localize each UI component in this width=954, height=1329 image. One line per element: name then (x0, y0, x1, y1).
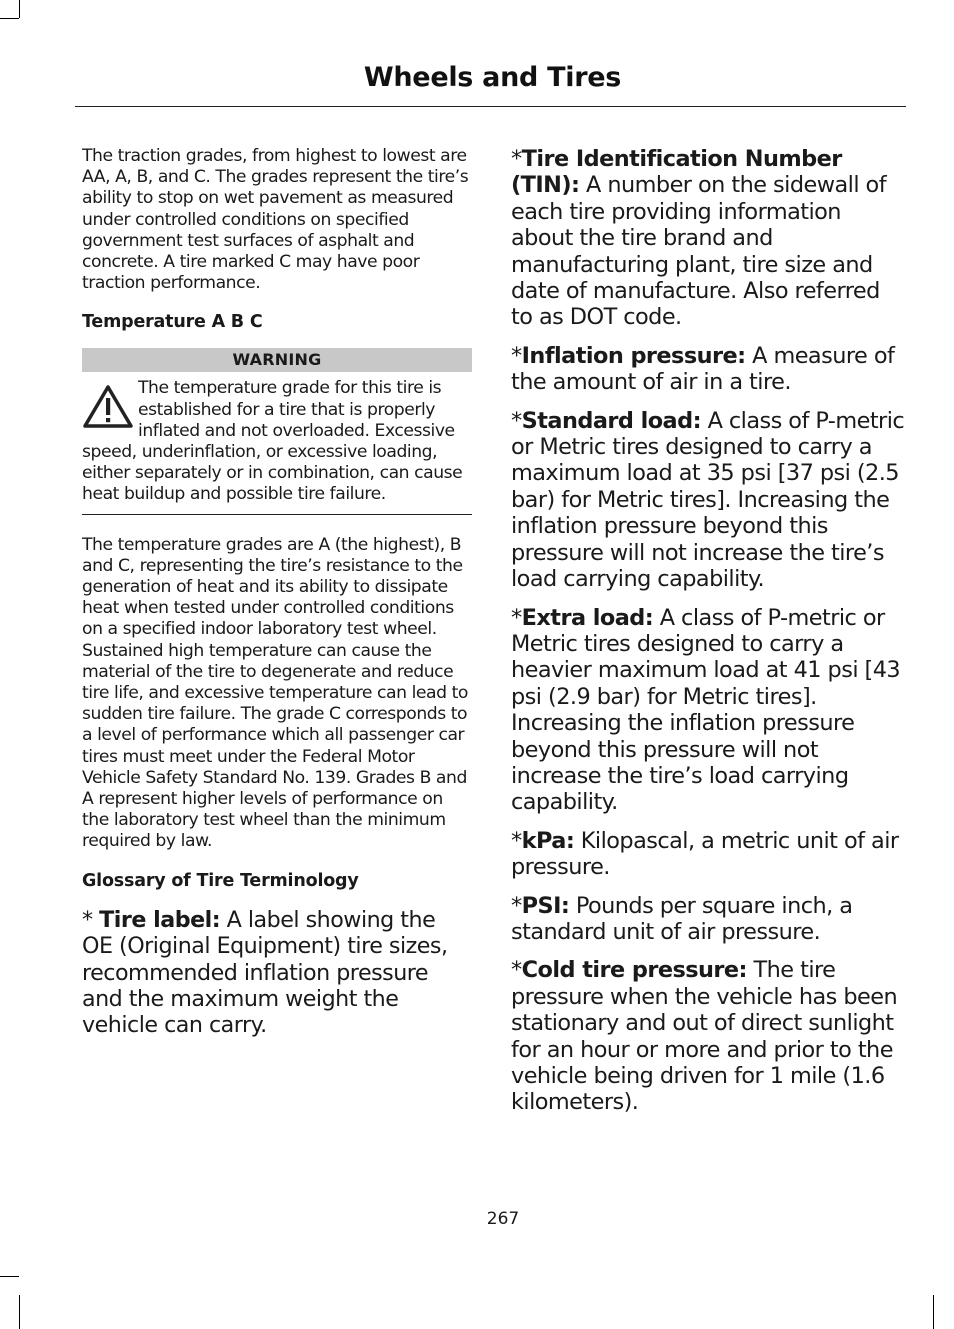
warning-text: The temperature grade for this tire is established for a tire that is properly inflated and not overloaded. Excessive speed, underinflation, or excessive loading, either separately or in combination, can cause heat buildup and possible tire failure. (82, 378, 463, 505)
glossary-entry-tin (511, 146, 906, 331)
glossary-heading: Glossary of Tire Terminology (82, 870, 359, 891)
entry-text: The tire pressure when the vehicle has been stationary and out of direct sunlight for an hour or more and prior to the vehicle being driven for 1 mile (1.6 kilometers). (511, 957, 898, 1116)
entry-term: Inflation pressure: (521, 342, 746, 369)
entry-term: Tire label: (99, 906, 221, 933)
traction-paragraph: The traction grades, from highest to lowest are AA, A, B, and C. The grades represent the tire’s ability to stop on wet pavement as measured under controlled conditions on specified government test surfaces of asphalt and concrete. A tire marked C may have poor traction performance. (82, 146, 469, 294)
entry-text: A measure of the amount of air in a tire. (511, 342, 895, 396)
crop-mark-bottom-left-horizontal (0, 1276, 19, 1277)
entry-term: Extra load: (521, 604, 654, 631)
right-column (511, 146, 906, 1116)
entry-text: A number on the sidewall of each tire providing information about the tire brand and manufacturing plant, tire size and date of manufacture. Also referred to as DOT code. (511, 172, 887, 331)
temperature-heading: Temperature A B C (82, 312, 263, 333)
temperature-paragraph: The temperature grades are A (the highest), B and C, representing the tire’s resistance to the generation of heat and its ability to dissipate heat when tested under controlled conditions on a specified indoor laboratory test wheel. Sustained high temperature can cause the material of the tire to degenerate and reduce tire life, and excessive temperature can lead to sudden tire failure. The grade C corresponds to a level of performance which all passenger car tires must meet under the Federal Motor Vehicle Safety Standard No. 139. Grades B and A represent higher levels of performance on the laboratory test wheel than the minimum required by law. (82, 534, 468, 852)
entry-term: Standard load: (521, 407, 701, 434)
crop-mark-bottom-right-vertical (933, 1295, 934, 1329)
page-title: Wheels and Tires (363, 62, 621, 93)
warning-box (82, 348, 472, 514)
crop-mark-bottom-left-vertical (19, 1295, 20, 1329)
glossary-entry-extra-load (511, 605, 906, 816)
entry-text: A class of P-metric or Metric tires designed to carry a heavier maximum load at 41 psi [43 psi (2.9 bar) for Metric tires]. Increasing the inflation pressure beyond this pressure will not increase the tire’s load carrying capability. (511, 604, 901, 816)
glossary-entry-standard-load (511, 408, 906, 593)
left-column (82, 146, 472, 1039)
glossary-entry-kpa (511, 828, 906, 881)
glossary-entry-tire-label (82, 907, 472, 1039)
warning-label: WARNING (82, 348, 472, 372)
entry-prefix: * (511, 342, 522, 369)
warning-triangle-icon (82, 384, 134, 430)
entry-prefix: * (511, 146, 522, 172)
entry-prefix: * (511, 892, 522, 919)
entry-prefix: * (82, 906, 100, 933)
glossary-entry-psi (511, 893, 906, 946)
crop-mark-top-left-vertical (19, 0, 20, 18)
entry-prefix: * (511, 604, 522, 631)
glossary-entry-cold-tire-pressure (511, 957, 906, 1115)
glossary-entry-inflation-pressure (511, 343, 906, 396)
entry-term: Cold tire pressure: (521, 957, 747, 984)
entry-text: Pounds per square inch, a standard unit of air pressure. (511, 892, 853, 945)
entry-term: PSI: (521, 892, 570, 919)
header-divider (75, 106, 906, 107)
entry-term: kPa: (521, 827, 575, 854)
page-number: 267 (486, 1209, 520, 1229)
entry-term: Tire Identification Number (TIN): (511, 146, 842, 199)
entry-prefix: * (511, 957, 522, 984)
entry-prefix: * (511, 407, 522, 434)
crop-mark-top-left-horizontal (0, 18, 19, 19)
warning-divider (82, 514, 472, 515)
entry-text: Kilopascal, a metric unit of air pressure. (511, 827, 899, 881)
entry-text: A label showing the OE (Original Equipment) tire sizes, recommended inflation pressure and the maximum weight the vehicle can carry. (82, 906, 448, 1039)
entry-text: A class of P-metric or Metric tires designed to carry a maximum load at 35 psi [37 psi (2.5 bar) for Metric tires]. Increasing the inflation pressure beyond this pressure will not increase the tire’s load carrying capability. (511, 407, 905, 593)
entry-prefix: * (511, 827, 522, 854)
